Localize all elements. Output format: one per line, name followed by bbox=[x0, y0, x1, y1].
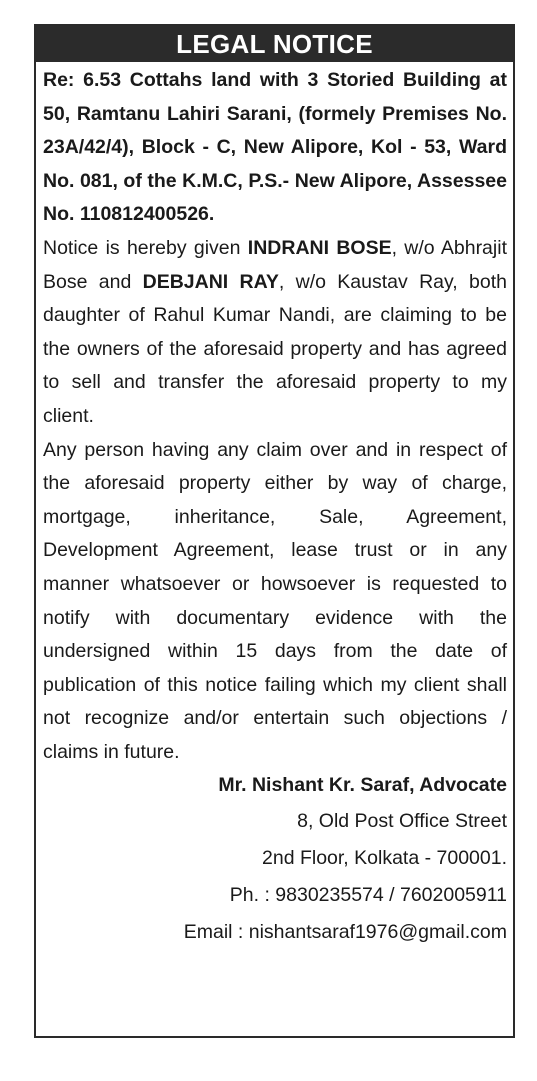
address-line-2: 2nd Floor, Kolkata - 700001. bbox=[262, 847, 507, 870]
notice-content bbox=[36, 62, 513, 951]
claimant-name-2: DEBJANI RAY bbox=[142, 270, 279, 293]
notice-reference: Re: 6.53 Cottahs land with 3 Storied Building at 50, Ramtanu Lahiri Sarani, (formely Premises No. 23A/42/4), Block - C, New Alipore, Kol - 53, Ward No. 081, of the K.M.C, P.S.- New Alipore, Assessee No. 110812400526. bbox=[43, 69, 507, 226]
claimant-name-1: INDRANI BOSE bbox=[247, 236, 392, 259]
address-line-1: 8, Old Post Office Street bbox=[297, 810, 507, 833]
para1-lead: Notice is hereby given bbox=[43, 236, 248, 259]
advocate-signature bbox=[43, 769, 507, 951]
phone-line: Ph. : 9830235574 / 7602005911 bbox=[229, 884, 507, 907]
para1-mid: , w/o Abhrajit Bose and bbox=[43, 236, 507, 293]
notice-paragraph-claimants bbox=[43, 232, 507, 434]
legal-notice bbox=[34, 24, 515, 1038]
para1-rest: , w/o Kaustav Ray, both daughter of Rahul Kumar Nandi, are claiming to be the owners of the aforesaid property and has agreed to sell and transfer the aforesaid property to my client. bbox=[43, 270, 507, 427]
notice-paragraph-objections: Any person having any claim over and in respect of the aforesaid property either by way of charge, mortgage, inheritance, Sale, Agreement, Development Agreement, lease trust or in any manner whatsoever or howsoever is requested to notify with documentary evidence with the undersigned within 15 days from the date of publication of this notice failing which my client shall not recognize and/or entertain such objections / claims in future. bbox=[43, 438, 507, 763]
advocate-name: Mr. Nishant Kr. Saraf, Advocate bbox=[218, 774, 507, 797]
notice-title: LEGAL NOTICE bbox=[36, 26, 513, 62]
email-line: Email : nishantsaraf1976@gmail.com bbox=[183, 921, 507, 944]
